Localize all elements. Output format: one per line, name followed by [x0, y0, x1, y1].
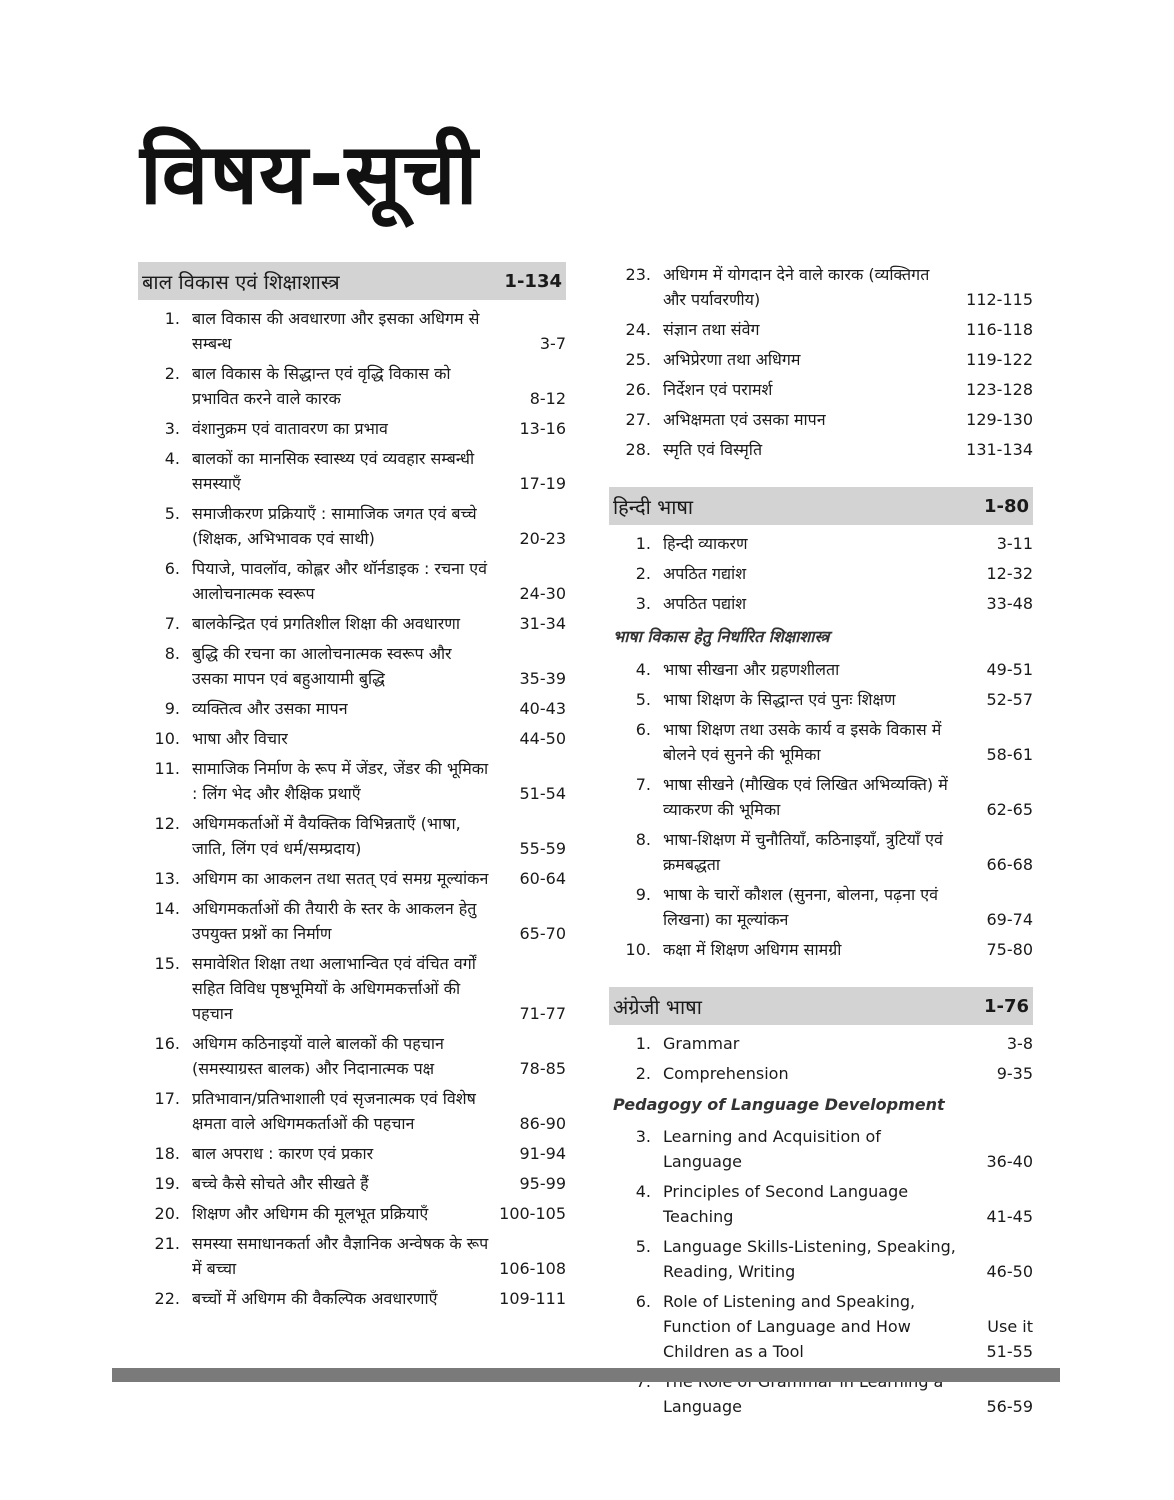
toc-entry-label: बच्चे कैसे सोचते और सीखते हैं [192, 1174, 369, 1193]
toc-entry-pages: 55-59 [519, 839, 566, 858]
toc-entry [609, 1289, 1033, 1364]
toc-entry-number: 1. [635, 534, 651, 553]
toc-entry-number: 22. [154, 1289, 180, 1308]
toc-entry-pages: 8-12 [529, 389, 566, 408]
section-entries [609, 1031, 1033, 1086]
toc-entry [609, 561, 1033, 586]
toc-entry-pages: 69-74 [986, 910, 1033, 929]
toc-entry-pages: 58-61 [986, 745, 1033, 764]
toc-entry-label: व्यक्तित्व और उसका मापन [192, 699, 348, 718]
toc-entry-pages: 3-7 [539, 334, 566, 353]
toc-entry-number: 21. [154, 1234, 180, 1253]
bottom-divider-bar [112, 1368, 1060, 1382]
toc-entry-pages: 33-48 [986, 594, 1033, 613]
toc-entry [138, 446, 566, 496]
toc-entry-number: 15. [154, 954, 180, 973]
toc-entry-number: 8. [164, 644, 180, 663]
toc-entry-pages: 40-43 [519, 699, 566, 718]
toc-entry-number: 9. [635, 885, 651, 904]
toc-entry-pages: 24-30 [519, 584, 566, 603]
toc-entry-number: 2. [635, 564, 651, 583]
toc-entry-number: 25. [625, 350, 651, 369]
toc-entry-pages: 106-108 [499, 1259, 566, 1278]
toc-entry-pages: 112-115 [966, 290, 1033, 309]
toc-entry-pages: Use it 51-55 [986, 1317, 1033, 1361]
toc-entry-pages: 66-68 [986, 855, 1033, 874]
section-title: हिन्दी भाषा [613, 494, 694, 519]
section-title: अंग्रेजी भाषा [613, 994, 702, 1019]
toc-entry-number: 13. [154, 869, 180, 888]
toc-entry [609, 347, 1033, 372]
toc-entry-label: समाजीकरण प्रक्रियाएँ : सामाजिक जगत एवं बच्चे (शिक्षक, अभिभावक एवं साथी) [192, 504, 477, 548]
toc-entry-pages: 62-65 [986, 800, 1033, 819]
toc-entry-label: समस्या समाधानकर्ता और वैज्ञानिक अन्वेषक के रूप में बच्चा [192, 1234, 489, 1278]
toc-entry [609, 531, 1033, 556]
toc-entry [138, 896, 566, 946]
toc-entry-pages: 51-54 [519, 784, 566, 803]
toc-entry-label: अपठित पद्यांश [663, 594, 747, 613]
toc-entry-label: अधिगमकर्ताओं में वैयक्तिक विभिन्नताएँ (भाषा, जाति, लिंग एवं धर्म/सम्प्रदाय) [192, 814, 461, 858]
toc-entry [138, 1141, 566, 1166]
toc-entry-label: संज्ञान तथा संवेग [663, 320, 760, 339]
toc-entry [609, 1061, 1033, 1086]
toc-entry-pages: 12-32 [986, 564, 1033, 583]
toc-entry-label: बालकेन्द्रित एवं प्रगतिशील शिक्षा की अवधारणा [192, 614, 460, 633]
toc-entry-pages: 17-19 [519, 474, 566, 493]
toc-entry [609, 591, 1033, 616]
toc-entry-label: भाषा-शिक्षण में चुनौतियाँ, कठिनाइयाँ, त्रुटियाँ एवं क्रमबद्धता [663, 830, 943, 874]
toc-entry-pages: 36-40 [986, 1152, 1033, 1171]
subsection-title: Pedagogy of Language Development [613, 1095, 945, 1114]
toc-entry [138, 611, 566, 636]
toc-entry-number: 3. [635, 1127, 651, 1146]
toc-entry-label: Role of Listening and Speaking, Function of Language and How Children as a Tool [663, 1292, 916, 1361]
toc-entry-label: Principles of Second Language Teaching [663, 1182, 909, 1226]
toc-entry-pages: 35-39 [519, 669, 566, 688]
toc-entry-number: 18. [154, 1144, 180, 1163]
toc-entry [609, 657, 1033, 682]
toc-entry-label: अधिगम कठिनाइयों वाले बालकों की पहचान (समस्याग्रस्त बालक) और निदानात्मक पक्ष [192, 1034, 444, 1078]
section-page-range: 1-76 [983, 995, 1029, 1017]
toc-entry-label: समावेशित शिक्षा तथा अलाभान्वित एवं वंचित वर्गों सहित विविध पृष्ठभूमियों के अधिगमकर्त्ताओं की पहचान [192, 954, 476, 1023]
toc-entry-pages: 60-64 [519, 869, 566, 888]
toc-entry [138, 951, 566, 1026]
toc-entry-number: 19. [154, 1174, 180, 1193]
toc-entry-pages: 49-51 [986, 660, 1033, 679]
toc-entry [609, 262, 1033, 312]
toc-entry-label: भाषा सीखना और ग्रहणशीलता [663, 660, 840, 679]
toc-entry-pages: 41-45 [986, 1207, 1033, 1226]
toc-entry [609, 317, 1033, 342]
toc-entry-label: अपठित गद्यांश [663, 564, 747, 583]
toc-entry-number: 4. [635, 1182, 651, 1201]
toc-entry-pages: 9-35 [996, 1064, 1033, 1083]
section-entries [138, 306, 566, 1311]
toc-entry [609, 407, 1033, 432]
toc-entry-label: शिक्षण और अधिगम की मूलभूत प्रक्रियाएँ [192, 1204, 429, 1223]
toc-entry [138, 416, 566, 441]
toc-entry-pages: 91-94 [519, 1144, 566, 1163]
toc-entry-label: अधिगमकर्ताओं की तैयारी के स्तर के आकलन हेतु उपयुक्त प्रश्नों का निर्माण [192, 899, 477, 943]
toc-entry-label: अधिगम का आकलन तथा सतत् एवं समग्र मूल्यांकन [192, 869, 489, 888]
section-header [138, 262, 566, 300]
toc-entry-label: स्मृति एवं विस्मृति [663, 440, 763, 459]
toc-entry-label: अभिप्रेरणा तथा अधिगम [663, 350, 801, 369]
toc-entry-pages: 131-134 [966, 440, 1033, 459]
toc-entry-pages: 71-77 [519, 1004, 566, 1023]
toc-entry-pages: 86-90 [519, 1114, 566, 1133]
subsection-entries [609, 657, 1033, 962]
toc-entry-label: हिन्दी व्याकरण [663, 534, 748, 553]
toc-entry-number: 2. [635, 1064, 651, 1083]
toc-entry [609, 377, 1033, 402]
toc-entry [609, 827, 1033, 877]
toc-entry-label: सामाजिक निर्माण के रूप में जेंडर, जेंडर की भूमिका : लिंग भेद और शैक्षिक प्रथाएँ [192, 759, 489, 803]
toc-entry-number: 20. [154, 1204, 180, 1223]
toc-entry-pages: 100-105 [499, 1204, 566, 1223]
toc-entry-label: Comprehension [663, 1064, 789, 1083]
toc-entry-number: 4. [635, 660, 651, 679]
toc-entry-label: भाषा सीखने (मौखिक एवं लिखित अभिव्यक्ति) में व्याकरण की भूमिका [663, 775, 948, 819]
toc-entry-label: बुद्धि की रचना का आलोचनात्मक स्वरूप और उसका मापन एवं बहुआयामी बुद्धि [192, 644, 452, 688]
toc-entry-pages: 44-50 [519, 729, 566, 748]
toc-entry [138, 1231, 566, 1281]
section-page-range: 1-134 [504, 270, 562, 292]
toc-entry-number: 23. [625, 265, 651, 284]
toc-entry-label: कक्षा में शिक्षण अधिगम सामग्री [663, 940, 842, 959]
toc-entry-pages: 20-23 [519, 529, 566, 548]
toc-entry [609, 1179, 1033, 1229]
toc-entry-label: पियाजे, पावलॉव, कोह्लर और थॉर्नडाइक : रचना एवं आलोचनात्मक स्वरूप [192, 559, 488, 603]
toc-entry-label: बाल विकास के सिद्धान्त एवं वृद्धि विकास को प्रभावित करने वाले कारक [192, 364, 451, 408]
toc-entry [138, 1201, 566, 1226]
toc-entry-pages: 52-57 [986, 690, 1033, 709]
toc-entry-pages: 13-16 [519, 419, 566, 438]
toc-entry-label: भाषा शिक्षण तथा उसके कार्य व इसके विकास में बोलने एवं सुनने की भूमिका [663, 720, 942, 764]
toc-entry-pages: 119-122 [966, 350, 1033, 369]
toc-entry-number: 9. [164, 699, 180, 718]
toc-entry-label: बाल अपराध : कारण एवं प्रकार [192, 1144, 374, 1163]
section-title: बाल विकास एवं शिक्षाशास्त्र [142, 269, 340, 294]
toc-entry-number: 1. [635, 1034, 651, 1053]
toc-entry-pages: 129-130 [966, 410, 1033, 429]
toc-entry-number: 6. [635, 720, 651, 739]
toc-entry-pages: 31-34 [519, 614, 566, 633]
toc-entry-number: 27. [625, 410, 651, 429]
toc-entry-number: 26. [625, 380, 651, 399]
toc-entry [138, 726, 566, 751]
toc-entry-number: 14. [154, 899, 180, 918]
section-header [609, 987, 1033, 1025]
section-entries [609, 531, 1033, 616]
toc-entry-label: अधिगम में योगदान देने वाले कारक (व्यक्तिगत और पर्यावरणीय) [663, 265, 930, 309]
toc-entry [138, 501, 566, 551]
section-entries-continued [609, 262, 1033, 462]
toc-column-left [138, 262, 566, 1316]
toc-entry-label: भाषा और विचार [192, 729, 288, 748]
toc-column-right [609, 262, 1033, 1424]
toc-entry-number: 5. [635, 690, 651, 709]
toc-entry-number: 10. [625, 940, 651, 959]
toc-entry [609, 1031, 1033, 1056]
toc-entry-number: 7. [635, 775, 651, 794]
page-title: विषय-सूची [140, 125, 479, 223]
toc-entry-pages: 56-59 [986, 1397, 1033, 1416]
toc-entry-number: 3. [164, 419, 180, 438]
toc-entry [138, 1171, 566, 1196]
toc-entry-label: बच्चों में अधिगम की वैकल्पिक अवधारणाएँ [192, 1289, 438, 1308]
toc-entry-number: 3. [635, 594, 651, 613]
toc-entry-label: भाषा शिक्षण के सिद्धान्त एवं पुनः शिक्षण [663, 690, 896, 709]
toc-entry-number: 6. [635, 1292, 651, 1311]
toc-entry-number: 5. [164, 504, 180, 523]
toc-entry [609, 882, 1033, 932]
toc-entry-label: अभिक्षमता एवं उसका मापन [663, 410, 826, 429]
toc-entry-label: Learning and Acquisition of Language [663, 1127, 881, 1171]
section-page-range: 1-80 [983, 495, 1029, 517]
toc-entry-number: 28. [625, 440, 651, 459]
toc-entry [138, 361, 566, 411]
toc-entry [138, 1031, 566, 1081]
toc-entry-number: 16. [154, 1034, 180, 1053]
toc-entry-label: बाल विकास की अवधारणा और इसका अधिगम से सम्बन्ध [192, 309, 480, 353]
toc-entry [609, 1234, 1033, 1284]
toc-entry-number: 4. [164, 449, 180, 468]
toc-entry [609, 937, 1033, 962]
subsection-title: भाषा विकास हेतु निर्धारित शिक्षाशास्त्र [613, 627, 830, 646]
toc-entry-pages: 3-11 [996, 534, 1033, 553]
toc-entry-label: वंशानुक्रम एवं वातावरण का प्रभाव [192, 419, 388, 438]
toc-entry [609, 1124, 1033, 1174]
toc-entry [138, 866, 566, 891]
toc-entry-number: 2. [164, 364, 180, 383]
toc-entry-label: निर्देशन एवं परामर्श [663, 380, 773, 399]
toc-entry-pages: 109-111 [499, 1289, 566, 1308]
toc-entry-pages: 3-8 [1006, 1034, 1033, 1053]
toc-entry-number: 1. [164, 309, 180, 328]
toc-entry [138, 556, 566, 606]
toc-entry-pages: 46-50 [986, 1262, 1033, 1281]
toc-entry-number: 12. [154, 814, 180, 833]
toc-entry-label: Language [663, 1397, 742, 1416]
toc-entry-number: 8. [635, 830, 651, 849]
section-header [609, 487, 1033, 525]
toc-entry [138, 696, 566, 721]
toc-entry [138, 756, 566, 806]
toc-entry [609, 687, 1033, 712]
toc-entry-number: 24. [625, 320, 651, 339]
toc-entry-pages: 75-80 [986, 940, 1033, 959]
toc-entry [138, 306, 566, 356]
toc-entry [609, 772, 1033, 822]
toc-entry-pages: 116-118 [966, 320, 1033, 339]
toc-entry-pages: 123-128 [966, 380, 1033, 399]
toc-entry-pages: 95-99 [519, 1174, 566, 1193]
toc-entry-label: Language Skills-Listening, Speaking, Reading, Writing [663, 1237, 956, 1281]
toc-entry-pages: 78-85 [519, 1059, 566, 1078]
toc-entry-number: 10. [154, 729, 180, 748]
toc-entry [609, 717, 1033, 767]
toc-entry-label: Grammar [663, 1034, 740, 1053]
toc-entry [138, 1286, 566, 1311]
toc-entry [609, 437, 1033, 462]
toc-entry-label: प्रतिभावान/प्रतिभाशाली एवं सृजनात्मक एवं विशेष क्षमता वाले अधिगमकर्ताओं की पहचान [192, 1089, 476, 1133]
toc-entry [138, 1086, 566, 1136]
toc-entry-number: 6. [164, 559, 180, 578]
toc-entry [138, 811, 566, 861]
toc-entry-number: 7. [164, 614, 180, 633]
toc-entry-number: 5. [635, 1237, 651, 1256]
toc-entry-number: 11. [154, 759, 180, 778]
toc-entry-label: भाषा के चारों कौशल (सुनना, बोलना, पढ़ना एवं लिखना) का मूल्यांकन [663, 885, 938, 929]
toc-entry [138, 641, 566, 691]
toc-entry-number: 17. [154, 1089, 180, 1108]
toc-entry-pages: 65-70 [519, 924, 566, 943]
toc-entry-label: बालकों का मानसिक स्वास्थ्य एवं व्यवहार सम्बन्धी समस्याएँ [192, 449, 475, 493]
